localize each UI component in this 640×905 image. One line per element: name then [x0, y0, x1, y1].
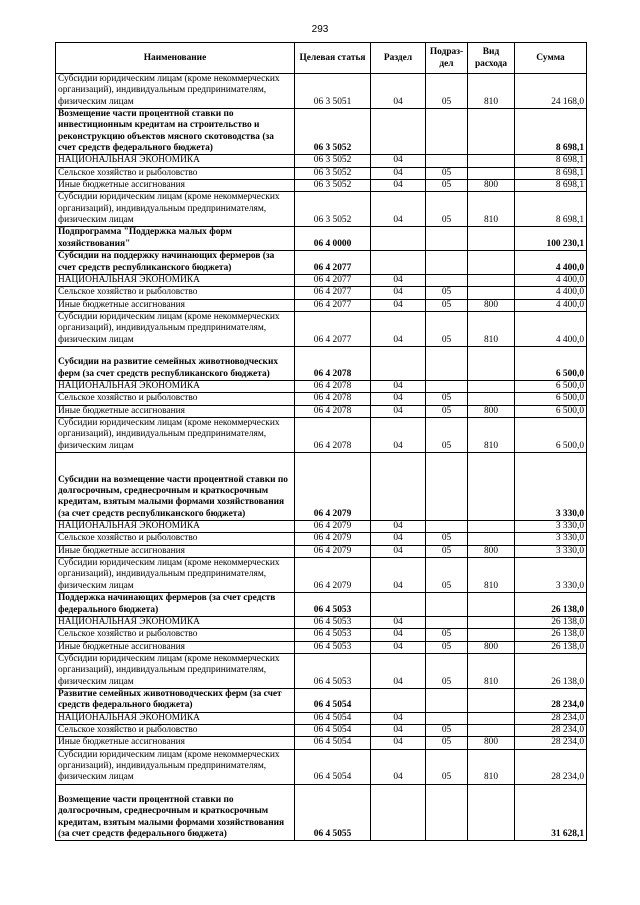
cell-subsection: 05 [426, 653, 468, 688]
cell-expense-type [468, 521, 515, 533]
cell-section: 04 [371, 180, 426, 192]
cell-target-article: 06 4 5054 [295, 724, 371, 736]
cell-section: 04 [371, 641, 426, 653]
table-row [56, 737, 587, 749]
cell-section [371, 453, 426, 521]
cell-name: Субсидии юридическим лицам (кроме некоммерческих организаций), индивидуальным предпринимателям, физическим лицам [56, 417, 295, 452]
table-row [56, 749, 587, 784]
cell-name: Сельское хозяйство и рыболовство [56, 629, 295, 641]
cell-expense-type [468, 274, 515, 286]
cell-target-article: 06 4 2078 [295, 380, 371, 392]
cell-expense-type [468, 167, 515, 179]
cell-section: 04 [371, 712, 426, 724]
cell-amount: 4 400,0 [515, 251, 587, 275]
cell-section: 04 [371, 533, 426, 545]
cell-section: 04 [371, 558, 426, 593]
cell-name: НАЦИОНАЛЬНАЯ ЭКОНОМИКА [56, 521, 295, 533]
table-row [56, 393, 587, 405]
table-row [56, 251, 587, 275]
cell-subsection: 05 [426, 749, 468, 784]
cell-name: НАЦИОНАЛЬНАЯ ЭКОНОМИКА [56, 274, 295, 286]
cell-subsection [426, 688, 468, 712]
cell-expense-type: 800 [468, 180, 515, 192]
cell-amount: 4 400,0 [515, 299, 587, 311]
cell-name: Субсидии на развитие семейных животноводческих ферм (за счет средств республиканского бюджета) [56, 346, 295, 380]
cell-target-article: 06 3 5052 [295, 192, 371, 227]
cell-section: 04 [371, 274, 426, 286]
cell-expense-type [468, 616, 515, 628]
cell-subsection [426, 593, 468, 617]
cell-amount: 26 138,0 [515, 629, 587, 641]
cell-name: Сельское хозяйство и рыболовство [56, 724, 295, 736]
cell-subsection [426, 274, 468, 286]
cell-amount: 26 138,0 [515, 616, 587, 628]
cell-expense-type: 800 [468, 405, 515, 417]
cell-section: 04 [371, 616, 426, 628]
cell-amount: 28 234,0 [515, 737, 587, 749]
cell-amount: 3 330,0 [515, 521, 587, 533]
cell-name: Субсидии на поддержку начинающих фермеров (за счет средств республиканского бюджета) [56, 251, 295, 275]
cell-subsection: 05 [426, 558, 468, 593]
cell-section [371, 109, 426, 155]
cell-subsection [426, 784, 468, 841]
cell-name: Иные бюджетные ассигнования [56, 299, 295, 311]
cell-subsection: 05 [426, 167, 468, 179]
table-row [56, 629, 587, 641]
cell-target-article: 06 4 2078 [295, 346, 371, 380]
cell-subsection: 05 [426, 74, 468, 109]
table-row [56, 616, 587, 628]
cell-subsection: 05 [426, 180, 468, 192]
header-target-article: Целевая статья [295, 43, 371, 74]
table-row [56, 521, 587, 533]
cell-target-article: 06 4 2079 [295, 545, 371, 557]
cell-expense-type: 800 [468, 299, 515, 311]
cell-name: Субсидии на возмещение части процентной ставки по долгосрочным, среднесрочным и краткосрочным кредитам, взятым малыми формами хозяйствования (за счет средств республиканского бюджета) [56, 453, 295, 521]
table-row [56, 74, 587, 109]
cell-target-article: 06 4 2079 [295, 521, 371, 533]
table-row [56, 180, 587, 192]
cell-target-article: 06 4 0000 [295, 227, 371, 251]
cell-section: 04 [371, 155, 426, 167]
cell-name: Субсидии юридическим лицам (кроме некоммерческих организаций), индивидуальным предпринимателям, физическим лицам [56, 749, 295, 784]
cell-target-article: 06 4 2077 [295, 311, 371, 346]
cell-target-article: 06 3 5051 [295, 74, 371, 109]
cell-amount: 4 400,0 [515, 311, 587, 346]
cell-name: Развитие семейных животноводческих ферм (за счет средств федерального бюджета) [56, 688, 295, 712]
cell-section [371, 784, 426, 841]
cell-expense-type: 810 [468, 417, 515, 452]
cell-amount: 6 500,0 [515, 346, 587, 380]
cell-subsection [426, 109, 468, 155]
table-row [56, 593, 587, 617]
cell-amount: 3 330,0 [515, 545, 587, 557]
cell-expense-type: 810 [468, 653, 515, 688]
cell-section [371, 251, 426, 275]
cell-amount: 28 234,0 [515, 688, 587, 712]
table-header-row [56, 43, 587, 74]
cell-expense-type: 810 [468, 74, 515, 109]
cell-subsection: 05 [426, 311, 468, 346]
cell-subsection [426, 453, 468, 521]
table-row [56, 346, 587, 380]
cell-section: 04 [371, 417, 426, 452]
cell-expense-type: 810 [468, 749, 515, 784]
cell-name: Субсидии юридическим лицам (кроме некоммерческих организаций), индивидуальным предпринимателям, физическим лицам [56, 192, 295, 227]
cell-subsection [426, 380, 468, 392]
cell-amount: 8 698,1 [515, 109, 587, 155]
cell-amount: 26 138,0 [515, 653, 587, 688]
header-expense-type: Вид расхода [468, 43, 515, 74]
cell-target-article: 06 4 5054 [295, 749, 371, 784]
cell-expense-type [468, 724, 515, 736]
cell-amount: 3 330,0 [515, 453, 587, 521]
cell-section: 04 [371, 192, 426, 227]
cell-amount: 8 698,1 [515, 192, 587, 227]
table-row [56, 192, 587, 227]
cell-amount: 6 500,0 [515, 417, 587, 452]
table-body [56, 74, 587, 841]
cell-target-article: 06 3 5052 [295, 180, 371, 192]
budget-table [55, 42, 587, 841]
header-section: Раздел [371, 43, 426, 74]
cell-expense-type: 800 [468, 545, 515, 557]
cell-expense-type: 810 [468, 311, 515, 346]
table-row [56, 274, 587, 286]
cell-target-article: 06 4 2077 [295, 287, 371, 299]
cell-name: Иные бюджетные ассигнования [56, 641, 295, 653]
cell-target-article: 06 4 2079 [295, 558, 371, 593]
cell-name: НАЦИОНАЛЬНАЯ ЭКОНОМИКА [56, 712, 295, 724]
cell-amount: 28 234,0 [515, 712, 587, 724]
cell-subsection [426, 616, 468, 628]
table-row [56, 545, 587, 557]
cell-section [371, 346, 426, 380]
cell-expense-type [468, 109, 515, 155]
cell-expense-type: 810 [468, 192, 515, 227]
cell-name: Иные бюджетные ассигнования [56, 737, 295, 749]
cell-amount: 3 330,0 [515, 533, 587, 545]
cell-name: Сельское хозяйство и рыболовство [56, 393, 295, 405]
cell-subsection [426, 227, 468, 251]
cell-amount: 6 500,0 [515, 405, 587, 417]
cell-amount: 31 628,1 [515, 784, 587, 841]
cell-name: Субсидии юридическим лицам (кроме некоммерческих организаций), индивидуальным предпринимателям, физическим лицам [56, 653, 295, 688]
cell-amount: 28 234,0 [515, 724, 587, 736]
cell-section: 04 [371, 287, 426, 299]
cell-expense-type [468, 380, 515, 392]
header-amount: Сумма [515, 43, 587, 74]
page-number: 293 [311, 24, 329, 35]
cell-subsection: 05 [426, 737, 468, 749]
cell-amount: 8 698,1 [515, 180, 587, 192]
cell-amount: 26 138,0 [515, 641, 587, 653]
table-row [56, 155, 587, 167]
cell-expense-type [468, 251, 515, 275]
cell-amount: 28 234,0 [515, 749, 587, 784]
cell-target-article: 06 4 5053 [295, 641, 371, 653]
cell-name: НАЦИОНАЛЬНАЯ ЭКОНОМИКА [56, 380, 295, 392]
cell-subsection: 05 [426, 393, 468, 405]
cell-expense-type [468, 453, 515, 521]
cell-expense-type [468, 784, 515, 841]
cell-section: 04 [371, 74, 426, 109]
cell-target-article: 06 4 2078 [295, 417, 371, 452]
cell-section: 04 [371, 299, 426, 311]
cell-expense-type [468, 155, 515, 167]
cell-subsection [426, 346, 468, 380]
table-row [56, 299, 587, 311]
cell-section: 04 [371, 629, 426, 641]
table-row [56, 558, 587, 593]
cell-section: 04 [371, 405, 426, 417]
cell-expense-type: 800 [468, 641, 515, 653]
cell-section: 04 [371, 653, 426, 688]
cell-expense-type [468, 346, 515, 380]
cell-section [371, 593, 426, 617]
cell-section: 04 [371, 393, 426, 405]
cell-subsection: 05 [426, 287, 468, 299]
cell-name: Возмещение части процентной ставки по долгосрочным, среднесрочным и краткосрочным кредитам, взятым малыми формами хозяйствования (за счет средств федерального бюджета) [56, 784, 295, 841]
cell-target-article: 06 4 5053 [295, 653, 371, 688]
table-row [56, 311, 587, 346]
cell-section [371, 688, 426, 712]
cell-name: Иные бюджетные ассигнования [56, 545, 295, 557]
cell-section: 04 [371, 545, 426, 557]
cell-section: 04 [371, 380, 426, 392]
table-row [56, 109, 587, 155]
cell-amount: 24 168,0 [515, 74, 587, 109]
cell-amount: 26 138,0 [515, 593, 587, 617]
cell-amount: 8 698,1 [515, 155, 587, 167]
header-subsection: Подраз- дел [426, 43, 468, 74]
cell-target-article: 06 4 5054 [295, 712, 371, 724]
cell-expense-type [468, 393, 515, 405]
cell-subsection: 05 [426, 545, 468, 557]
cell-expense-type: 810 [468, 558, 515, 593]
cell-name: НАЦИОНАЛЬНАЯ ЭКОНОМИКА [56, 616, 295, 628]
table-row [56, 724, 587, 736]
cell-section: 04 [371, 311, 426, 346]
cell-name: Субсидии юридическим лицам (кроме некоммерческих организаций), индивидуальным предпринимателям, физическим лицам [56, 74, 295, 109]
cell-target-article: 06 4 2077 [295, 299, 371, 311]
cell-target-article: 06 4 2077 [295, 251, 371, 275]
cell-subsection: 05 [426, 724, 468, 736]
cell-amount: 6 500,0 [515, 380, 587, 392]
cell-expense-type [468, 593, 515, 617]
cell-expense-type [468, 227, 515, 251]
table-row [56, 641, 587, 653]
cell-target-article: 06 4 5053 [295, 629, 371, 641]
cell-target-article: 06 3 5052 [295, 109, 371, 155]
cell-target-article: 06 3 5052 [295, 155, 371, 167]
cell-target-article: 06 4 5055 [295, 784, 371, 841]
cell-section: 04 [371, 521, 426, 533]
cell-target-article: 06 4 5053 [295, 593, 371, 617]
table-row [56, 380, 587, 392]
cell-subsection [426, 155, 468, 167]
cell-expense-type: 800 [468, 737, 515, 749]
cell-target-article: 06 4 5053 [295, 616, 371, 628]
cell-subsection [426, 251, 468, 275]
cell-name: Подпрограмма "Поддержка малых форм хозяйствования" [56, 227, 295, 251]
cell-name: Поддержка начинающих фермеров (за счет средств федерального бюджета) [56, 593, 295, 617]
cell-name: Сельское хозяйство и рыболовство [56, 167, 295, 179]
table-row [56, 453, 587, 521]
table-row [56, 712, 587, 724]
cell-amount: 4 400,0 [515, 287, 587, 299]
cell-expense-type [468, 629, 515, 641]
cell-name: Иные бюджетные ассигнования [56, 405, 295, 417]
cell-section: 04 [371, 749, 426, 784]
cell-subsection: 05 [426, 641, 468, 653]
cell-subsection: 05 [426, 629, 468, 641]
cell-section: 04 [371, 167, 426, 179]
table-row [56, 405, 587, 417]
cell-name: Сельское хозяйство и рыболовство [56, 533, 295, 545]
cell-expense-type [468, 712, 515, 724]
cell-target-article: 06 4 2079 [295, 533, 371, 545]
cell-amount: 8 698,1 [515, 167, 587, 179]
table-row [56, 227, 587, 251]
header-name: Наименование [56, 43, 295, 74]
cell-subsection: 05 [426, 533, 468, 545]
cell-subsection [426, 521, 468, 533]
table-row [56, 287, 587, 299]
cell-target-article: 06 4 2079 [295, 453, 371, 521]
cell-name: Возмещение части процентной ставки по инвестиционным кредитам на строительство и реконструкцию объектов мясного скотоводства (за счет средств федерального бюджета) [56, 109, 295, 155]
cell-subsection: 05 [426, 405, 468, 417]
cell-name: Субсидии юридическим лицам (кроме некоммерческих организаций), индивидуальным предпринимателям, физическим лицам [56, 558, 295, 593]
cell-amount: 100 230,1 [515, 227, 587, 251]
cell-target-article: 06 4 2078 [295, 393, 371, 405]
cell-amount: 6 500,0 [515, 393, 587, 405]
cell-expense-type [468, 287, 515, 299]
cell-name: Иные бюджетные ассигнования [56, 180, 295, 192]
cell-subsection: 05 [426, 299, 468, 311]
cell-target-article: 06 4 2078 [295, 405, 371, 417]
cell-amount: 4 400,0 [515, 274, 587, 286]
table-row [56, 167, 587, 179]
table-row [56, 653, 587, 688]
cell-target-article: 06 3 5052 [295, 167, 371, 179]
cell-name: НАЦИОНАЛЬНАЯ ЭКОНОМИКА [56, 155, 295, 167]
cell-amount: 3 330,0 [515, 558, 587, 593]
cell-expense-type [468, 688, 515, 712]
cell-target-article: 06 4 2077 [295, 274, 371, 286]
cell-name: Субсидии юридическим лицам (кроме некоммерческих организаций), индивидуальным предпринимателям, физическим лицам [56, 311, 295, 346]
table-row [56, 417, 587, 452]
table-row [56, 688, 587, 712]
cell-section: 04 [371, 724, 426, 736]
cell-target-article: 06 4 5054 [295, 737, 371, 749]
cell-name: Сельское хозяйство и рыболовство [56, 287, 295, 299]
cell-section: 04 [371, 737, 426, 749]
cell-subsection [426, 712, 468, 724]
cell-subsection: 05 [426, 192, 468, 227]
cell-expense-type [468, 533, 515, 545]
cell-target-article: 06 4 5054 [295, 688, 371, 712]
cell-subsection: 05 [426, 417, 468, 452]
table-row [56, 533, 587, 545]
table-row [56, 784, 587, 841]
cell-section [371, 227, 426, 251]
